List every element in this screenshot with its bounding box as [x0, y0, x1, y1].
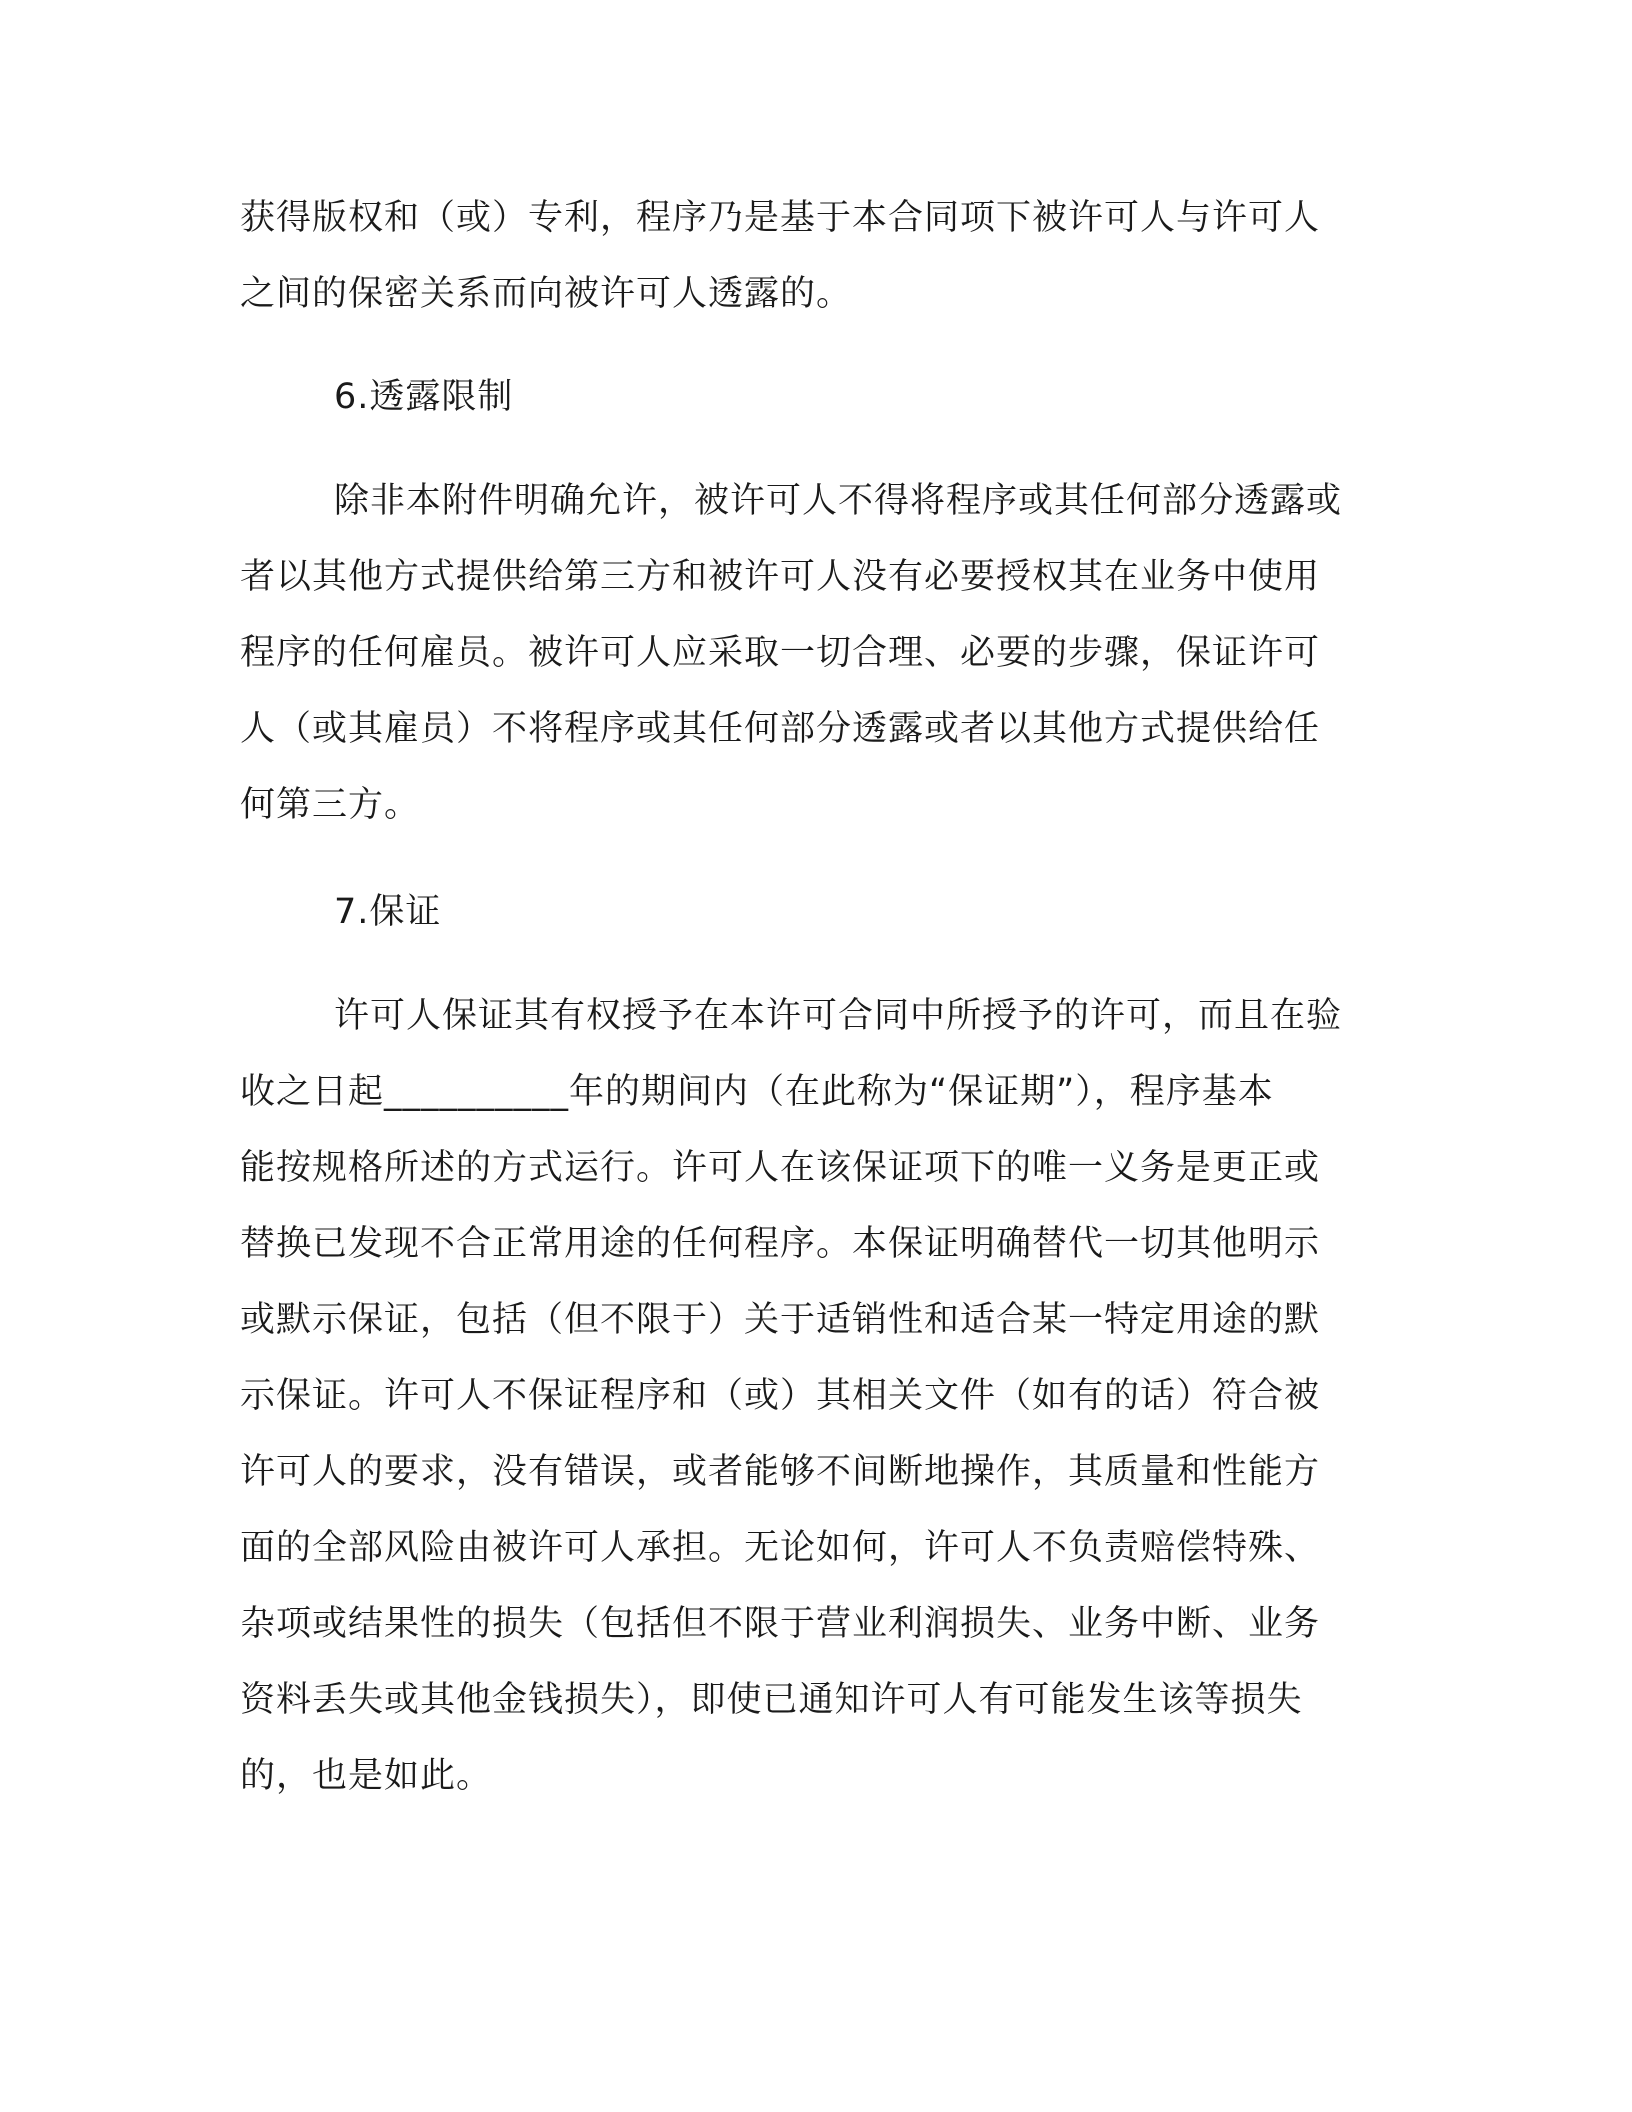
section-6-line: 何第三方。	[240, 785, 421, 825]
section-6-heading: 6.透露限制	[334, 377, 514, 417]
section-7-line: 能按规格所述的方式运行。许可人在该保证项下的唯一义务是更正或	[240, 1148, 1321, 1188]
section-7-heading: 7.保证	[334, 892, 442, 932]
section-7-line: 许可人保证其有权授予在本许可合同中所授予的许可，而且在验	[334, 996, 1343, 1036]
section-7-line: 杂项或结果性的损失（包括但不限于营业利润损失、业务中断、业务	[240, 1604, 1321, 1644]
section-7-line: 替换已发现不合正常用途的任何程序。本保证明确替代一切其他明示	[240, 1224, 1321, 1264]
paragraph-line: 获得版权和（或）专利，程序乃是基于本合同项下被许可人与许可人	[240, 198, 1321, 238]
section-7-line: 的，也是如此。	[240, 1756, 493, 1796]
section-7-line: 许可人的要求，没有错误，或者能够不间断地操作，其质量和性能方	[240, 1452, 1321, 1492]
section-6-line: 者以其他方式提供给第三方和被许可人没有必要授权其在业务中使用	[240, 557, 1321, 597]
section-7-line: 或默示保证，包括（但不限于）关于适销性和适合某一特定用途的默	[240, 1300, 1321, 1340]
section-7-line: 面的全部风险由被许可人承担。无论如何，许可人不负责赔偿特殊、	[240, 1528, 1321, 1568]
section-6-line: 除非本附件明确允许，被许可人不得将程序或其任何部分透露或	[334, 481, 1343, 521]
section-7-line: 资料丢失或其他金钱损失），即使已通知许可人有可能发生该等损失	[240, 1680, 1303, 1720]
paragraph-line: 之间的保密关系而向被许可人透露的。	[240, 274, 853, 314]
section-7-line: 示保证。许可人不保证程序和（或）其相关文件（如有的话）符合被	[240, 1376, 1321, 1416]
section-7-line: 收之日起__________年的期间内（在此称为“保证期”），程序基本	[240, 1072, 1274, 1112]
section-6-line: 程序的任何雇员。被许可人应采取一切合理、必要的步骤，保证许可	[240, 633, 1321, 673]
section-6-line: 人（或其雇员）不将程序或其任何部分透露或者以其他方式提供给任	[240, 709, 1321, 749]
